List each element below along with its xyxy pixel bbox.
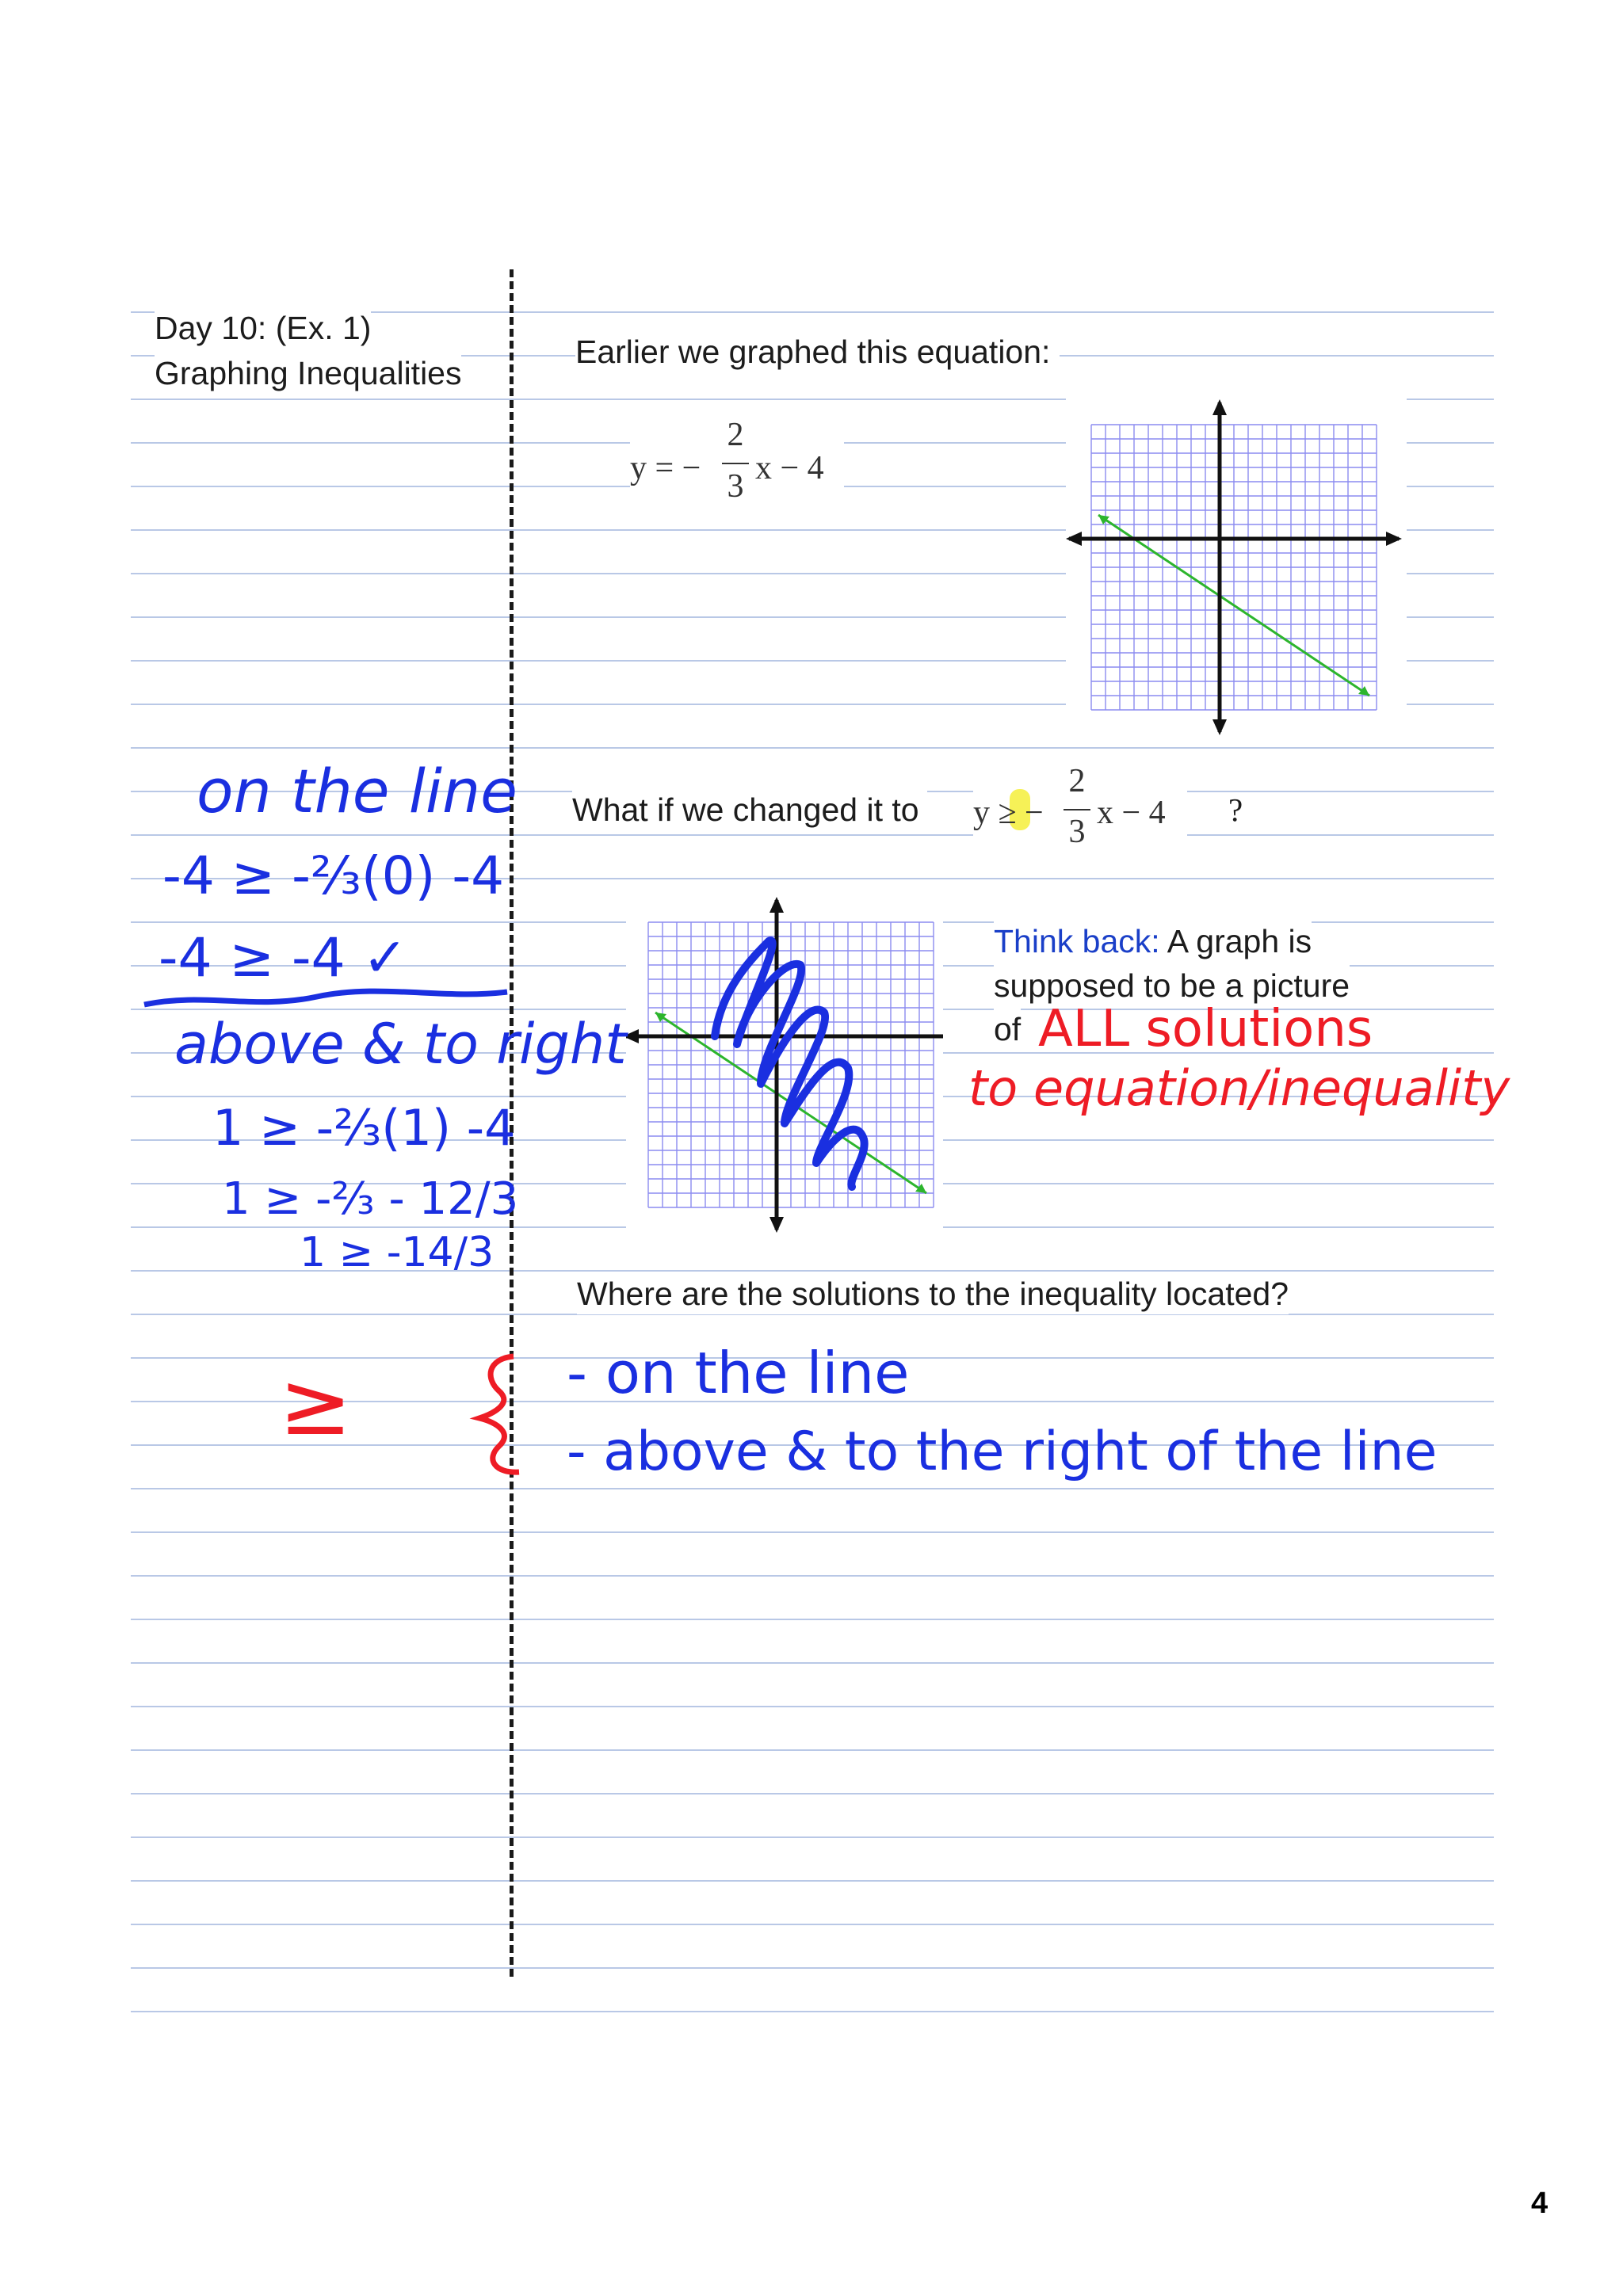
answer-symbol: ≥ xyxy=(279,1353,353,1455)
inequality-expression xyxy=(973,765,1187,860)
arrow-icon xyxy=(626,1029,639,1043)
arrow-icon xyxy=(655,1013,666,1022)
note-check-zero: -4 ≥ -⅔(0) -4 xyxy=(162,845,505,906)
prompt-solutions-location: Where are the solutions to the inequality located? xyxy=(577,1273,1289,1314)
arrow-icon xyxy=(1358,686,1369,696)
arrow-icon xyxy=(1386,532,1402,546)
inequality-numerator: 2 xyxy=(1068,763,1086,799)
equation-rhs: x − 4 xyxy=(755,450,824,486)
note-check-result: -4 ≥ -4 ✓ xyxy=(158,927,408,990)
inequality-rhs: x − 4 xyxy=(1097,795,1166,831)
inequality-denominator: 3 xyxy=(1068,814,1086,850)
equation-denominator: 3 xyxy=(727,468,744,505)
graph-line-only xyxy=(1066,396,1407,737)
inequality-lhs: y ≥ − xyxy=(973,795,1044,831)
arrow-icon xyxy=(1098,515,1109,524)
equation-linear xyxy=(630,416,844,519)
equation-lhs: y = − xyxy=(630,450,701,486)
arrow-icon xyxy=(1066,532,1082,546)
graph-inequality xyxy=(626,894,943,1234)
note-test-result: 1 ≥ -14/3 xyxy=(300,1229,495,1276)
think-back-label: Think back: xyxy=(994,923,1160,959)
note-test-one: 1 ≥ -⅔(1) -4 xyxy=(212,1099,516,1157)
equation-numerator: 2 xyxy=(727,417,744,453)
answer-on-line: - on the line xyxy=(567,1340,910,1406)
question-mark: ? xyxy=(1228,791,1243,828)
margin-divider xyxy=(510,269,514,1977)
note-test-simplify: 1 ≥ -⅔ - 12/3 xyxy=(222,1173,519,1225)
note-on-the-line: on the line xyxy=(197,756,517,826)
think-back-line2: supposed to be a picture xyxy=(994,965,1350,1006)
arrow-icon xyxy=(1212,399,1227,415)
arrow-icon xyxy=(915,1184,926,1193)
think-back-line3: of xyxy=(994,1009,1021,1050)
arrow-icon xyxy=(769,897,784,913)
page-subtitle: Graphing Inequalities xyxy=(155,353,461,394)
think-back-line1: Think back: A graph is xyxy=(994,921,1312,962)
fill-to-equation: to equation/inequality xyxy=(968,1059,1510,1117)
fill-all-solutions: ALL solutions xyxy=(1038,1000,1373,1058)
arrow-icon xyxy=(1212,719,1227,735)
note-above-right: above & to right xyxy=(174,1012,627,1077)
page-title: Day 10: (Ex. 1) xyxy=(155,307,371,349)
arrow-icon xyxy=(769,1217,784,1233)
page-number: 4 xyxy=(1531,2187,1549,2220)
prompt-inequality: What if we changed it to xyxy=(572,789,927,830)
answer-above-right: - above & to the right of the line xyxy=(567,1421,1438,1483)
prompt-earlier-equation: Earlier we graphed this equation: xyxy=(575,331,1060,372)
